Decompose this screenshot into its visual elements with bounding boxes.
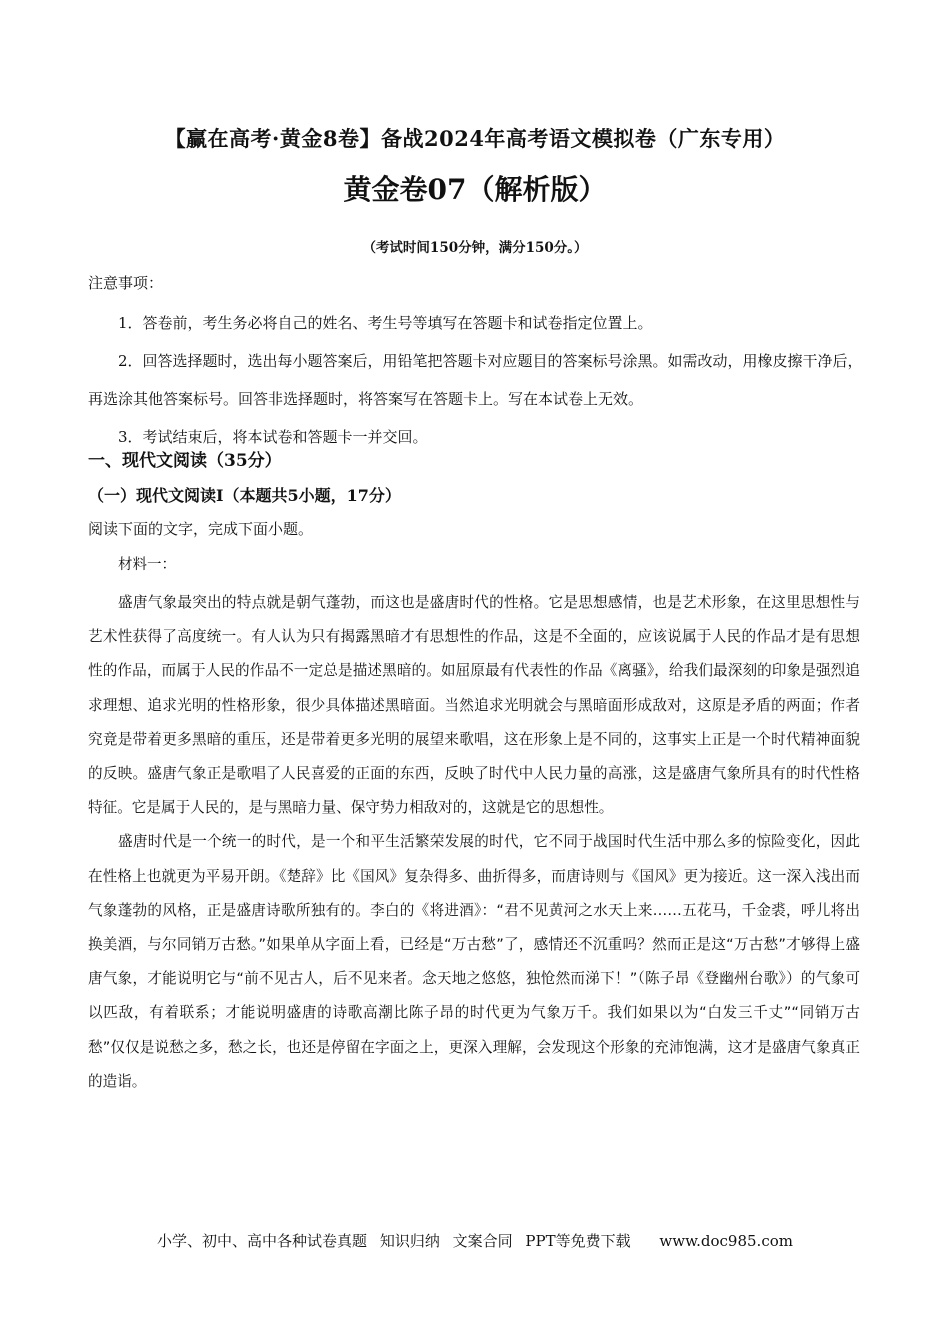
- notice-item-3: 3．考试结束后，将本试卷和答题卡一并交回。: [118, 428, 428, 446]
- material-label: 材料一：: [118, 557, 176, 573]
- exam-time-note: （考试时间150分钟，满分150分。）: [362, 240, 588, 256]
- reading-instruction: 阅读下面的文字，完成下面小题。: [88, 520, 314, 538]
- footer-link-1[interactable]: 知识归纳: [379, 1232, 440, 1250]
- subsection-heading: （一）现代文阅读Ⅰ（本题共5小题，17分）: [88, 486, 401, 505]
- passage-paragraph-2: 盛唐时代是一个统一的时代，是一个和平生活繁荣发展的时代，它不同于战国时代生活中那么多的惊险变化，因此在性格上也就更为平易开朗。《楚辞》比《国风》复杂得多、曲折得多，而唐诗则与《国风》更为接近。这一深入浅出而气象蓬勃的风格，正是盛唐诗歌所独有的。李白的《将进酒》：“君不见黄河之水天上来……五花马，千金裘，呼儿将出换美酒，与尔同销万古愁。”如果单从字面上看，已经是“万古愁”了，感情还不沉重吗？然而正是这“万古愁”才够得上盛唐气象，才能说明它与“前不见古人，后不见来者。念天地之悠悠，独怆然而涕下！”（陈子昂《登幽州台歌》）的气象可以匹敌，有着联系；才能说明盛唐的诗歌高潮比陈子昂的时代更为气象万千。我们如果以为“白发三千丈”“同销万古愁”仅仅是说愁之多，愁之长，也还是停留在字面之上，更深入理解，会发现这个形象的充沛饱满，这才是盛唐气象真正的造诣。: [88, 833, 860, 1090]
- footer-url[interactable]: www.doc985.com: [659, 1232, 793, 1250]
- notice-list: [88, 304, 868, 456]
- passage-body: [88, 586, 860, 1099]
- footer-link-2[interactable]: 文案合同: [452, 1232, 513, 1250]
- footer-link-3[interactable]: PPT等免费下载: [525, 1232, 631, 1250]
- notice-heading: 注意事项：: [88, 274, 164, 292]
- passage-paragraph-1: 盛唐气象最突出的特点就是朝气蓬勃，而这也是盛唐时代的性格。它是思想感情，也是艺术形象，在这里思想性与艺术性获得了高度统一。有人认为只有揭露黑暗才有思想性的作品，这是不全面的，应该说属于人民的作品才是有思想性的作品，而属于人民的作品不一定总是描述黑暗的。如屈原最有代表性的作品《离骚》，给我们最深刻的印象是强烈追求理想、追求光明的性格形象，很少具体描述黑暗面。当然追求光明就会与黑暗面形成敌对，这原是矛盾的两面；作者究竟是带着更多黑暗的重压，还是带着更多光明的展望来歌唱，这在形象上是不同的，这事实上正是一个时代精神面貌的反映。盛唐气象正是歌唱了人民喜爱的正面的东西，反映了时代中人民力量的高涨，这是盛唐气象所具有的时代性格特征。它是属于人民的，是与黑暗力量、保守势力相敌对的，这就是它的思想性。: [88, 594, 860, 817]
- series-title: 【赢在高考·黄金8卷】备战2024年高考语文模拟卷（广东专用）: [164, 126, 786, 151]
- section-heading: 一、现代文阅读（35分）: [88, 451, 282, 471]
- footer-text: 小学、初中、高中各种试卷真题: [157, 1232, 368, 1250]
- main-title: 黄金卷07（解析版）: [343, 173, 607, 206]
- notice-item-2: 2．回答选择题时，选出每小题答案后，用铅笔把答题卡对应题目的答案标号涂黑。如需改动，用橡皮擦干净后，再选涂其他答案标号。回答非选择题时，将答案写在答题卡上。写在本试卷上无效。: [88, 352, 863, 408]
- notice-item-1: 1．答卷前，考生务必将自己的姓名、考生号等填写在答题卡和试卷指定位置上。: [118, 314, 653, 332]
- page-footer: [0, 1230, 950, 1251]
